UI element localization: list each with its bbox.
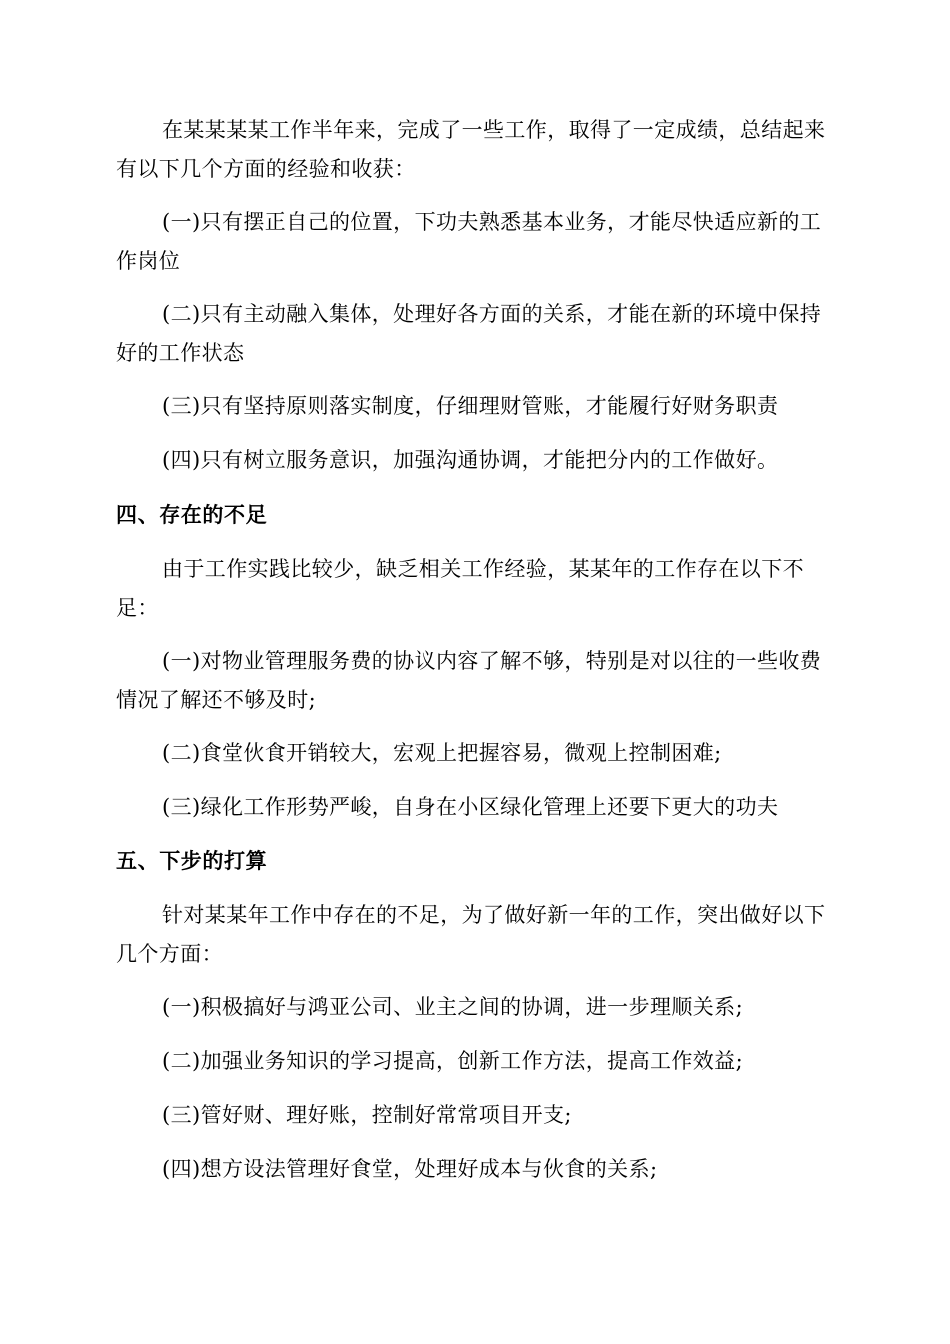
section3-intro: 在某某某某工作半年来，完成了一些工作，取得了一定成绩，总结起来有以下几个方面的经验和收获： [116, 118, 826, 181]
section4-heading: 四、存在的不足 [116, 503, 268, 527]
section4-item-3: (三)绿化工作形势严峻，自身在小区绿化管理上还要下更大的功夫 [162, 795, 779, 819]
section5-item-3: (三)管好财、理好账，控制好常常项目开支; [162, 1103, 572, 1127]
section5-item-1: (一)积极搞好与鸿亚公司、业主之间的协调，进一步理顺关系; [162, 995, 744, 1019]
section5-item-2: (二)加强业务知识的学习提高，创新工作方法，提高工作效益; [162, 1049, 744, 1073]
section4-intro: 由于工作实践比较少，缺乏相关工作经验，某某年的工作存在以下不足： [116, 557, 804, 620]
section3-item-4: (四)只有树立服务意识，加强沟通协调，才能把分内的工作做好。 [162, 448, 779, 472]
section3-item-3: (三)只有坚持原则落实制度，仔细理财管账，才能履行好财务职责 [162, 394, 779, 418]
section4-item-1: (一)对物业管理服务费的协议内容了解不够，特别是对以往的一些收费情况了解还不够及时; [116, 649, 822, 712]
section3-item-2: (二)只有主动融入集体，处理好各方面的关系，才能在新的环境中保持好的工作状态 [116, 302, 822, 365]
section5-intro: 针对某某年工作中存在的不足，为了做好新一年的工作，突出做好以下几个方面： [116, 903, 826, 966]
section3-item-1: (一)只有摆正自己的位置，下功夫熟悉基本业务，才能尽快适应新的工作岗位 [116, 210, 822, 273]
section5-item-4: (四)想方设法管理好食堂，处理好成本与伙食的关系; [162, 1157, 658, 1181]
section5-heading: 五、下步的打算 [116, 849, 268, 873]
section4-item-2: (二)食堂伙食开销较大，宏观上把握容易，微观上控制困难; [162, 741, 722, 765]
